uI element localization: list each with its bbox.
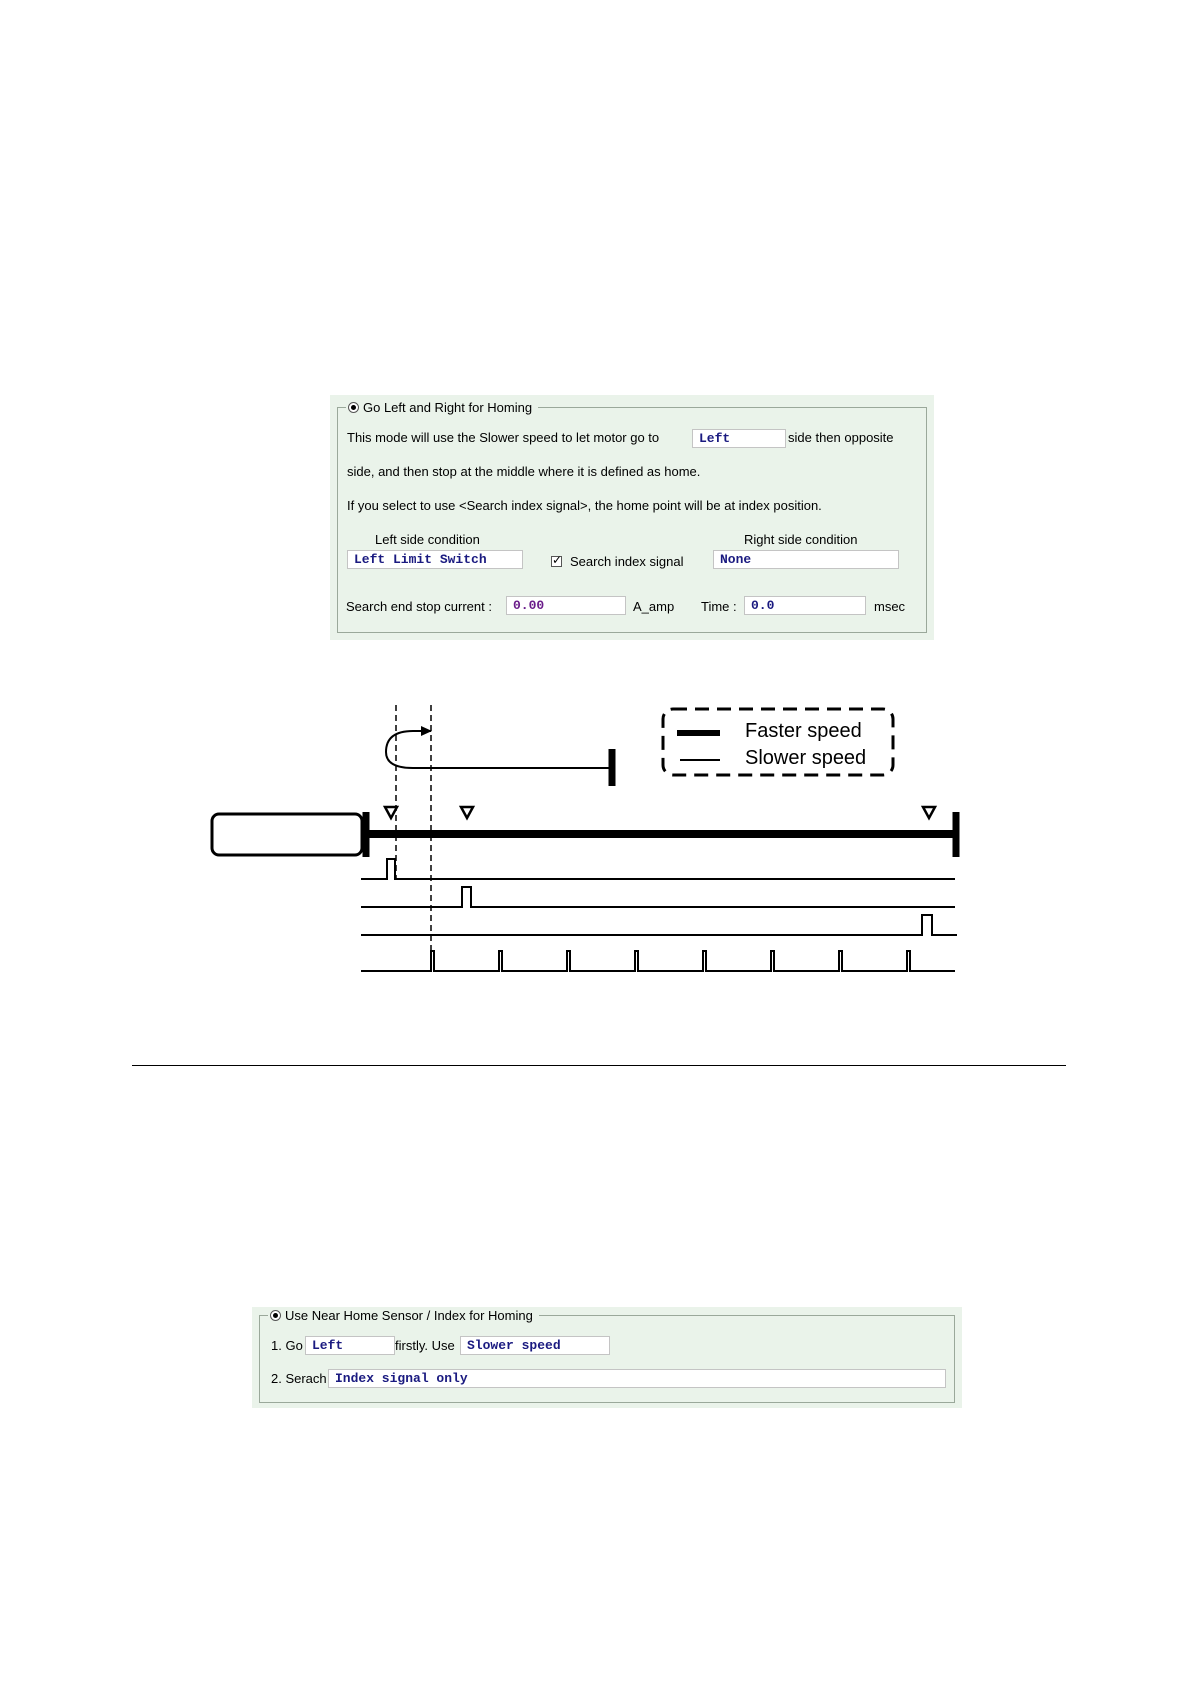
left-limit-signal	[361, 859, 955, 879]
search-index-label: Search index signal	[570, 554, 684, 569]
time-label: Time :	[701, 599, 737, 614]
legend-faster-text: Faster speed	[745, 720, 862, 742]
go-direction-field[interactable]: Left	[305, 1336, 395, 1355]
right-limit-signal	[361, 915, 957, 935]
legend-slower-text: Slower speed	[745, 747, 867, 769]
section-divider	[132, 1065, 1066, 1066]
homing-panel-near-home	[252, 1307, 962, 1408]
mode-radio-near-home[interactable]	[268, 1308, 539, 1323]
direction-field[interactable]: Left	[692, 429, 786, 448]
search-end-current-label: Search end stop current :	[346, 599, 492, 614]
description-line1-suffix: side then opposite	[788, 430, 894, 445]
panel1-title: Go Left and Right for Homing	[363, 400, 533, 415]
current-unit-label: A_amp	[633, 599, 675, 614]
right-side-condition-field[interactable]: None	[713, 550, 899, 569]
search-end-current-field[interactable]: 0.00	[506, 596, 626, 615]
go-label: 1. Go	[271, 1338, 303, 1353]
radio-selected-icon[interactable]	[270, 1310, 281, 1321]
groupbox-frame-2	[259, 1315, 955, 1403]
time-field[interactable]: 0.0	[744, 596, 866, 615]
left-limit-marker	[385, 807, 397, 818]
firstly-use-label: firstly. Use	[395, 1338, 455, 1353]
left-side-condition-field[interactable]: Left Limit Switch	[347, 550, 523, 569]
search-label: 2. Serach	[271, 1371, 327, 1386]
time-unit-label: msec	[874, 599, 906, 614]
right-limit-marker	[923, 807, 935, 818]
motion-return-path	[386, 731, 612, 768]
description-line2: side, and then stop at the middle where it is defined as home.	[347, 464, 701, 479]
search-signal-field[interactable]: Index signal only	[328, 1369, 946, 1388]
panel2-title: Use Near Home Sensor / Index for Homing	[285, 1308, 533, 1323]
description-line1-prefix: This mode will use the Slower speed to let motor go to	[347, 430, 660, 445]
left-side-label: Left side condition	[375, 532, 480, 547]
index-signal	[361, 951, 955, 971]
home-sensor-marker	[461, 807, 473, 818]
description-line3: If you select to use <Search index signal>, the home point will be at index position.	[347, 498, 822, 513]
speed-field[interactable]: Slower speed	[460, 1336, 610, 1355]
home-sensor-signal	[361, 887, 955, 907]
motor-body	[212, 814, 362, 855]
right-side-label: Right side condition	[744, 532, 858, 547]
